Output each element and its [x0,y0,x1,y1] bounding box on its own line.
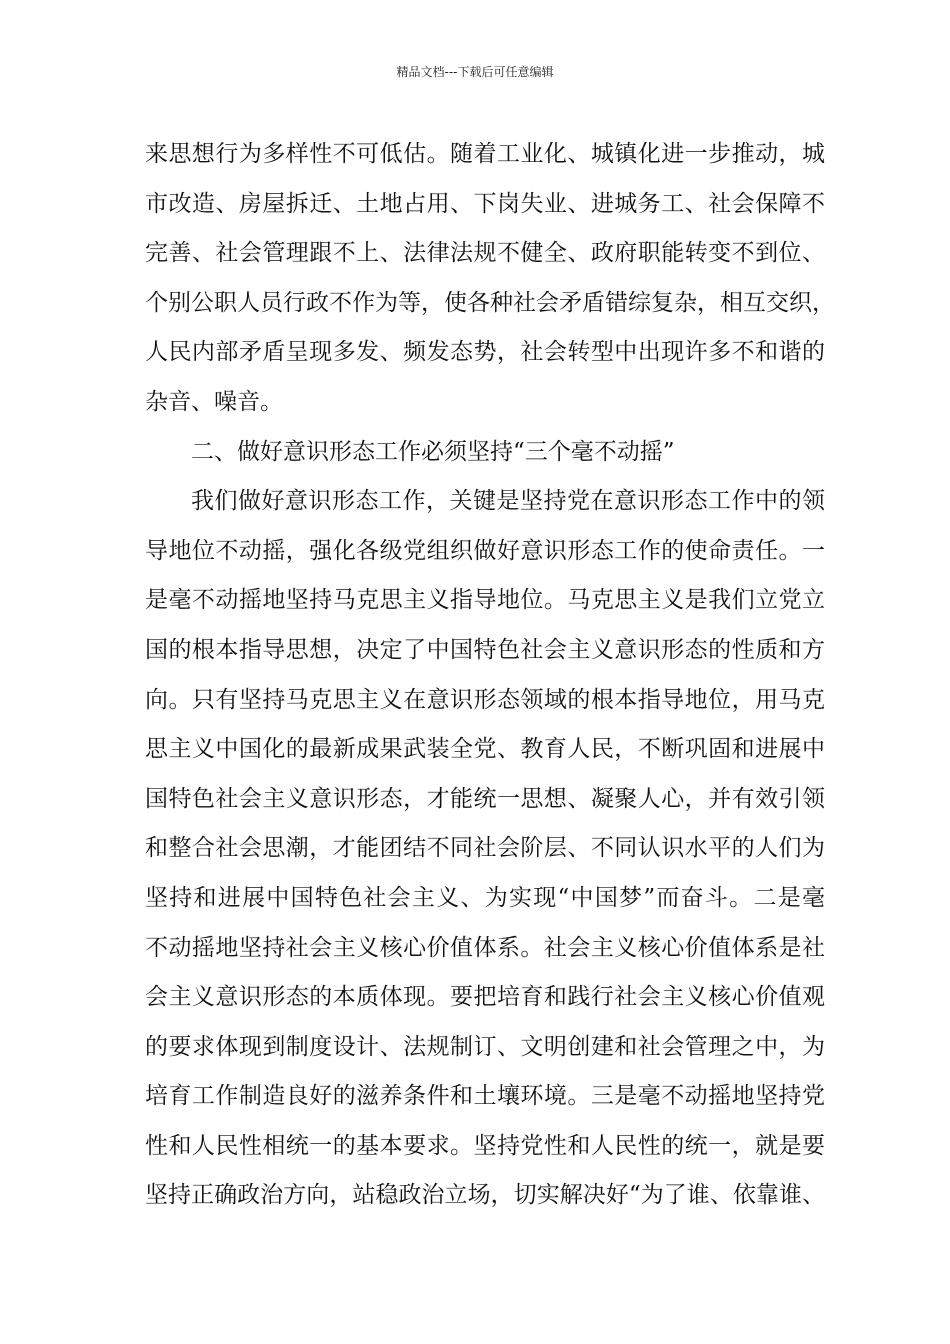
text-line: 不动摇地坚持社会主义核心价值体系。社会主义核心价值体系是社 [145,934,825,961]
text-line: 是毫不动摇地坚持马克思主义指导地位。马克思主义是我们立党立 [145,587,825,614]
text-line: 个别公职人员行政不作为等，使各种社会矛盾错综复杂，相互交织， [145,289,835,316]
document-body [145,130,835,1221]
text-line: 思主义中国化的最新成果武装全党、教育人民，不断巩固和进展中 [145,736,825,763]
text-line: 的要求体现到制度设计、法规制订、文明创建和社会管理之中，为 [145,1033,825,1060]
text-line: 国特色社会主义意识形态，才能统一思想、凝聚人心，并有效引领 [145,785,825,812]
text-line: 我们做好意识形态工作，关键是坚持党在意识形态工作中的领 [191,488,825,515]
text-line: 会主义意识形态的本质体现。要把培育和践行社会主义核心价值观 [145,984,825,1011]
text-line: 来思想行为多样性不可低估。随着工业化、城镇化进一步推动，城 [145,141,825,167]
text-line: 人民内部矛盾呈现多发、频发态势，社会转型中出现许多不和谐的 [145,339,825,366]
text-line: 完善、社会管理跟不上、法律法规不健全、政府职能转变不到位、 [145,240,825,267]
text-line: 国的根本指导思想，决定了中国特色社会主义意识形态的性质和方 [145,636,825,663]
text-line: 坚持和进展中国特色社会主义、为实现“中国梦”而奋斗。二是毫 [145,884,825,911]
text-line: 向。只有坚持马克思主义在意识形态领域的根本指导地位，用马克 [145,686,825,713]
section-heading: 二、做好意识形态工作必须坚持“三个毫不动摇” [191,438,675,465]
text-line: 导地位不动摇，强化各级党组织做好意识形态工作的使命责任。一 [145,537,825,564]
text-line: 市改造、房屋拆迁、土地占用、下岗失业、进城务工、社会保障不 [145,190,825,217]
text-line: 性和人民性相统一的基本要求。坚持党性和人民性的统一，就是要 [145,1132,825,1159]
text-line: 培育工作制造良好的滋养条件和土壤环境。三是毫不动摇地坚持党 [145,1083,825,1110]
text-line: 坚持正确政治方向，站稳政治立场，切实解决好“为了谁、依靠谁、 [145,1182,825,1209]
page-header: 精品文档---下载后可任意编辑 [396,65,554,79]
text-line: 和整合社会思潮，才能团结不同社会阶层、不同认识水平的人们为 [145,835,825,862]
text-line: 杂音、噪音。 [145,388,283,415]
